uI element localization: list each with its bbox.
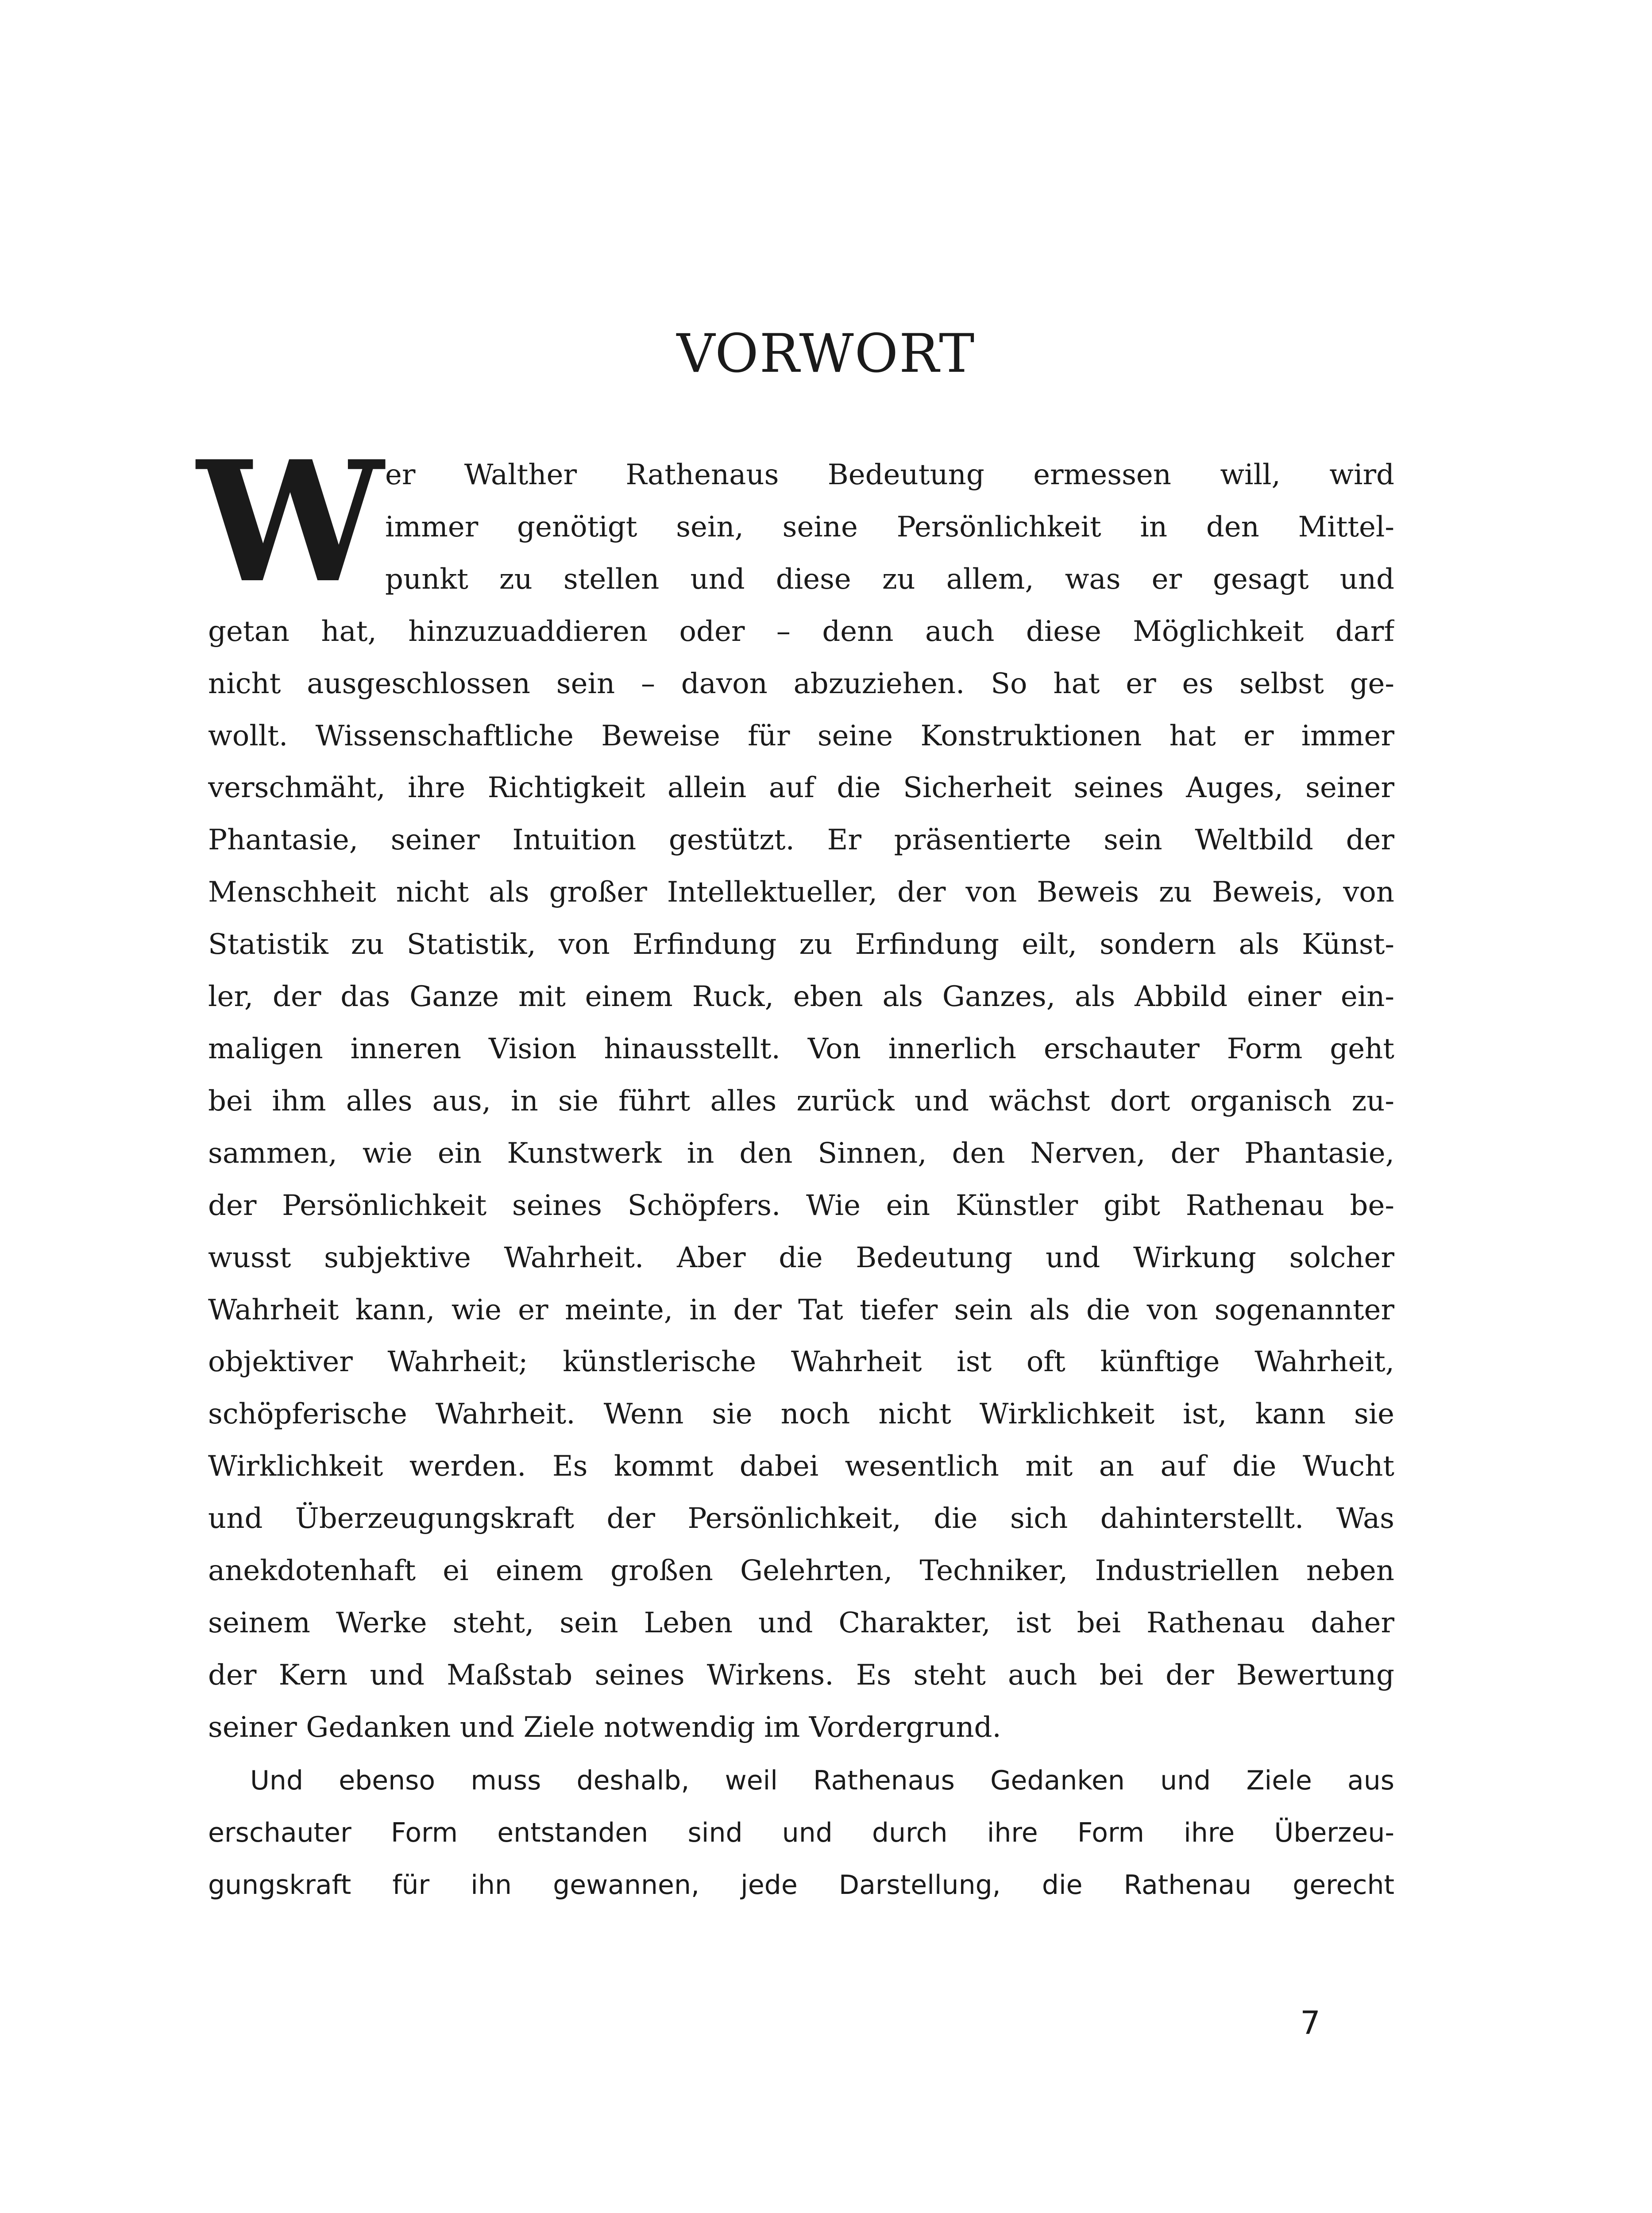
text-line: maligen inneren Vision hinausstellt. Von innerlich erschauter Form geht <box>208 1032 1394 1065</box>
text-line: und Überzeugungskraft der Persönlichkeit, die sich dahinterstellt. Was <box>208 1502 1394 1535</box>
text-line: objektiver Wahrheit; künstlerische Wahrheit ist oft künftige Wahrheit, <box>208 1346 1394 1379</box>
text-line: punkt zu stellen und diese zu allem, was er gesagt und <box>385 563 1394 596</box>
chapter-title <box>0 319 1652 389</box>
text-line: Statistik zu Statistik, von Erfindung zu Erfindung eilt, sondern als Künst- <box>208 928 1394 961</box>
text-line: Menschheit nicht als großer Intellektueller, der von Beweis zu Beweis, von <box>208 876 1394 909</box>
page-number: 7 <box>1300 2004 1320 2041</box>
drop-cap: W <box>197 425 384 620</box>
text-line: bei ihm alles aus, in sie führt alles zurück und wächst dort organisch zu- <box>208 1084 1394 1118</box>
text-line: immer genötigt sein, seine Persönlichkeit in den Mittel- <box>385 510 1394 544</box>
text-line: sammen, wie ein Kunstwerk in den Sinnen, den Nerven, der Phantasie, <box>208 1137 1394 1170</box>
text-line: getan hat, hinzuzuaddieren oder – denn auch diese Möglichkeit darf <box>208 615 1394 648</box>
text-line: anekdotenhaft ei einem großen Gelehrten, Techniker, Industriellen neben <box>208 1554 1394 1588</box>
text-line: Phantasie, seiner Intuition gestützt. Er präsentierte sein Weltbild der <box>208 824 1394 857</box>
text-line: wollt. Wissenschaftliche Beweise für seine Konstruktionen hat er immer <box>208 719 1394 752</box>
text-line: verschmäht, ihre Richtigkeit allein auf die Sicherheit seines Auges, seiner <box>208 771 1394 805</box>
text-line: ler, der das Ganze mit einem Ruck, eben als Ganzes, als Abbild einer ein- <box>208 980 1394 1014</box>
text-line: der Persönlichkeit seines Schöpfers. Wie ein Künstler gibt Rathenau be- <box>208 1189 1394 1222</box>
text-line: schöpferische Wahrheit. Wenn sie noch nicht Wirklichkeit ist, kann sie <box>208 1398 1394 1431</box>
text-line: gungskraft für ihn gewannen, jede Darstellung, die Rathenau gerecht <box>208 1869 1394 1901</box>
text-line: seinem Werke steht, sein Leben und Charakter, ist bei Rathenau daher <box>208 1606 1394 1639</box>
text-line: seiner Gedanken und Ziele notwendig im Vordergrund. <box>208 1711 1001 1744</box>
chapter-title-text: VORWORT <box>676 323 976 385</box>
text-line: Und ebenso muss deshalb, weil Rathenaus Gedanken und Ziele aus <box>250 1765 1394 1796</box>
text-line: Wirklichkeit werden. Es kommt dabei wesentlich mit an auf die Wucht <box>208 1450 1394 1483</box>
text-line: der Kern und Maßstab seines Wirkens. Es steht auch bei der Bewertung <box>208 1658 1394 1692</box>
text-line: wusst subjektive Wahrheit. Aber die Bedeutung und Wirkung solcher <box>208 1241 1394 1274</box>
paragraph-2 <box>208 1755 1394 1912</box>
text-line: er Walther Rathenaus Bedeutung ermessen will, wird <box>385 459 1394 491</box>
text-line: Wahrheit kann, wie er meinte, in der Tat tiefer sein als die von sogenannter <box>208 1293 1394 1326</box>
paragraph-1 <box>208 449 1394 1754</box>
text-line: nicht ausgeschlossen sein – davon abzuziehen. So hat er es selbst ge- <box>208 667 1394 700</box>
text-line: erschauter Form entstanden sind und durch ihre Form ihre Überzeu- <box>208 1817 1394 1848</box>
